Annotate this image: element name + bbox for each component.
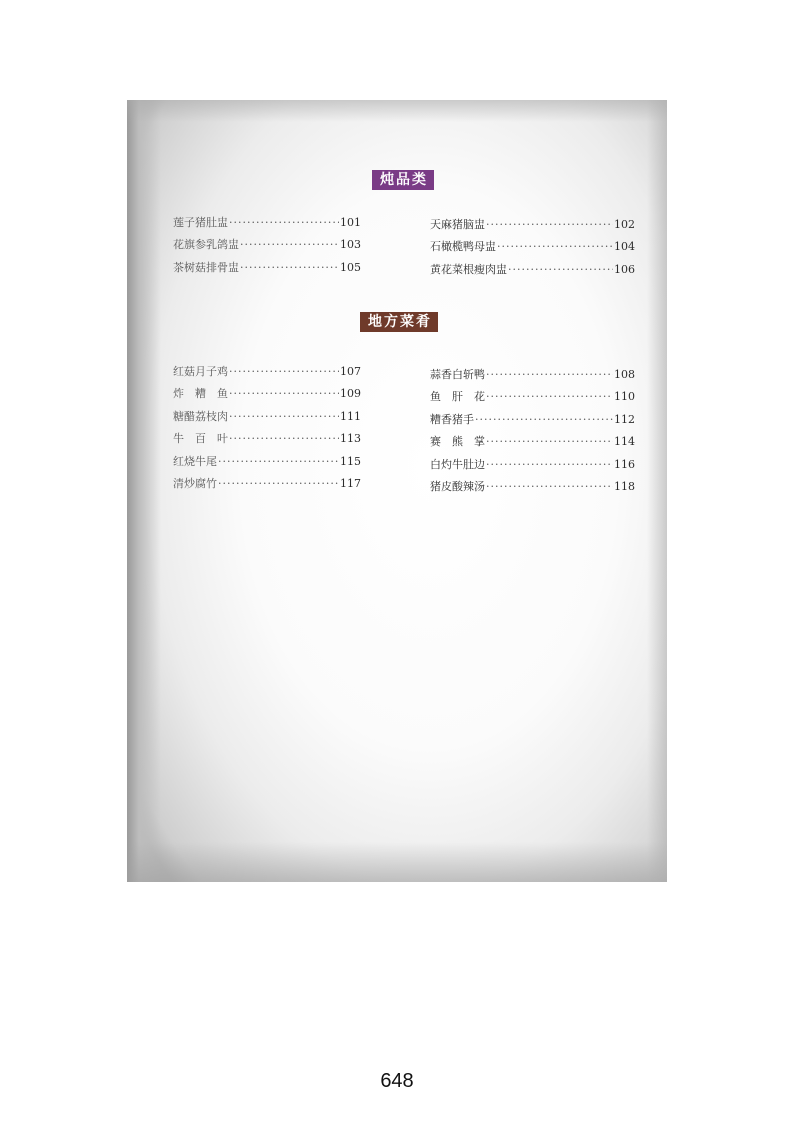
toc-entry-page: 105 bbox=[340, 260, 361, 274]
toc-entry-page: 109 bbox=[340, 387, 361, 401]
toc-entry-page: 114 bbox=[614, 435, 635, 449]
section-heading-local-dishes: 地方菜肴 bbox=[360, 312, 438, 332]
top-edge-shadow bbox=[127, 100, 667, 122]
toc-entry-title: 赛 熊 掌 bbox=[430, 435, 485, 449]
toc-entry[interactable] bbox=[430, 386, 635, 408]
toc-entry[interactable] bbox=[173, 383, 361, 405]
toc-entry-title: 清炒腐竹 bbox=[173, 476, 217, 490]
toc-entry[interactable] bbox=[430, 431, 635, 453]
dot-leader bbox=[229, 383, 339, 405]
toc-entry-page: 106 bbox=[614, 262, 635, 276]
toc-list-local-left bbox=[173, 361, 361, 495]
toc-entry[interactable] bbox=[173, 428, 361, 450]
toc-entry-title: 糟香猪手 bbox=[430, 412, 474, 426]
section-heading-stew: 炖品类 bbox=[372, 170, 434, 190]
dot-leader bbox=[240, 257, 339, 279]
dot-leader bbox=[486, 454, 613, 476]
toc-entry-title: 牛 百 叶 bbox=[173, 432, 228, 446]
dot-leader bbox=[486, 364, 613, 386]
toc-entry[interactable] bbox=[430, 476, 635, 498]
dot-leader bbox=[229, 428, 339, 450]
toc-entry-page: 118 bbox=[614, 479, 635, 493]
toc-entry-title: 蒜香白斩鸭 bbox=[430, 368, 485, 381]
dot-leader bbox=[486, 476, 613, 498]
toc-entry[interactable] bbox=[430, 214, 635, 236]
toc-entry-page: 110 bbox=[614, 390, 635, 404]
dot-leader bbox=[229, 361, 339, 383]
toc-entry[interactable] bbox=[430, 236, 635, 258]
dot-leader bbox=[229, 406, 339, 428]
dot-leader bbox=[508, 259, 613, 281]
book-spine-shadow bbox=[127, 100, 161, 882]
toc-entry[interactable] bbox=[173, 451, 361, 473]
toc-list-local-right bbox=[430, 364, 635, 498]
toc-entry-page: 116 bbox=[614, 457, 635, 471]
toc-entry-title: 红菇月子鸡 bbox=[173, 365, 228, 378]
toc-entry-page: 102 bbox=[614, 218, 635, 231]
toc-entry-page: 104 bbox=[614, 240, 635, 254]
dot-leader bbox=[497, 236, 613, 258]
toc-entry-page: 113 bbox=[340, 432, 361, 446]
toc-entry[interactable] bbox=[430, 364, 635, 386]
toc-entry-title: 茶树菇排骨盅 bbox=[173, 260, 239, 274]
toc-entry-page: 111 bbox=[340, 409, 361, 423]
toc-entry[interactable] bbox=[430, 454, 635, 476]
toc-entry-page: 107 bbox=[340, 365, 361, 378]
toc-entry-page: 112 bbox=[614, 412, 635, 426]
toc-entry-page: 103 bbox=[340, 238, 361, 252]
toc-entry-title: 白灼牛肚边 bbox=[430, 457, 485, 471]
bottom-edge-shadow bbox=[127, 842, 667, 882]
dot-leader bbox=[486, 431, 613, 453]
toc-entry-title: 花旗参乳鸽盅 bbox=[173, 238, 239, 252]
toc-list-stew-right bbox=[430, 214, 635, 281]
dot-leader bbox=[229, 212, 339, 234]
toc-entry-title: 糖醋荔枝肉 bbox=[173, 409, 228, 423]
toc-entry-page: 101 bbox=[340, 216, 361, 229]
dot-leader bbox=[475, 409, 613, 431]
right-edge-shadow bbox=[647, 100, 667, 882]
toc-entry-page: 117 bbox=[340, 476, 361, 490]
toc-entry-page: 108 bbox=[614, 368, 635, 381]
dot-leader bbox=[240, 234, 339, 256]
scanned-page bbox=[127, 100, 667, 882]
toc-entry-title: 天麻猪脑盅 bbox=[430, 218, 485, 231]
toc-entry-page: 115 bbox=[340, 454, 361, 468]
dot-leader bbox=[486, 386, 613, 408]
toc-entry-title: 猪皮酸辣汤 bbox=[430, 479, 485, 493]
toc-entry[interactable] bbox=[430, 409, 635, 431]
dot-leader bbox=[218, 473, 339, 495]
page-number: 648 bbox=[380, 1070, 414, 1092]
toc-entry[interactable] bbox=[173, 234, 361, 256]
dot-leader bbox=[486, 214, 613, 236]
toc-list-stew-left bbox=[173, 212, 361, 279]
toc-entry[interactable] bbox=[173, 212, 361, 234]
toc-entry-title: 鱼 肝 花 bbox=[430, 390, 485, 404]
toc-entry[interactable] bbox=[173, 473, 361, 495]
toc-entry-title: 莲子猪肚盅 bbox=[173, 216, 228, 229]
toc-entry[interactable] bbox=[173, 257, 361, 279]
toc-entry-title: 红烧牛尾 bbox=[173, 454, 217, 468]
toc-entry[interactable] bbox=[173, 406, 361, 428]
toc-entry[interactable] bbox=[430, 259, 635, 281]
dot-leader bbox=[218, 451, 339, 473]
toc-entry-title: 黄花菜根瘦肉盅 bbox=[430, 262, 507, 276]
toc-entry-title: 炸 糟 鱼 bbox=[173, 387, 228, 401]
toc-entry[interactable] bbox=[173, 361, 361, 383]
toc-entry-title: 石橄榄鸭母盅 bbox=[430, 240, 496, 254]
